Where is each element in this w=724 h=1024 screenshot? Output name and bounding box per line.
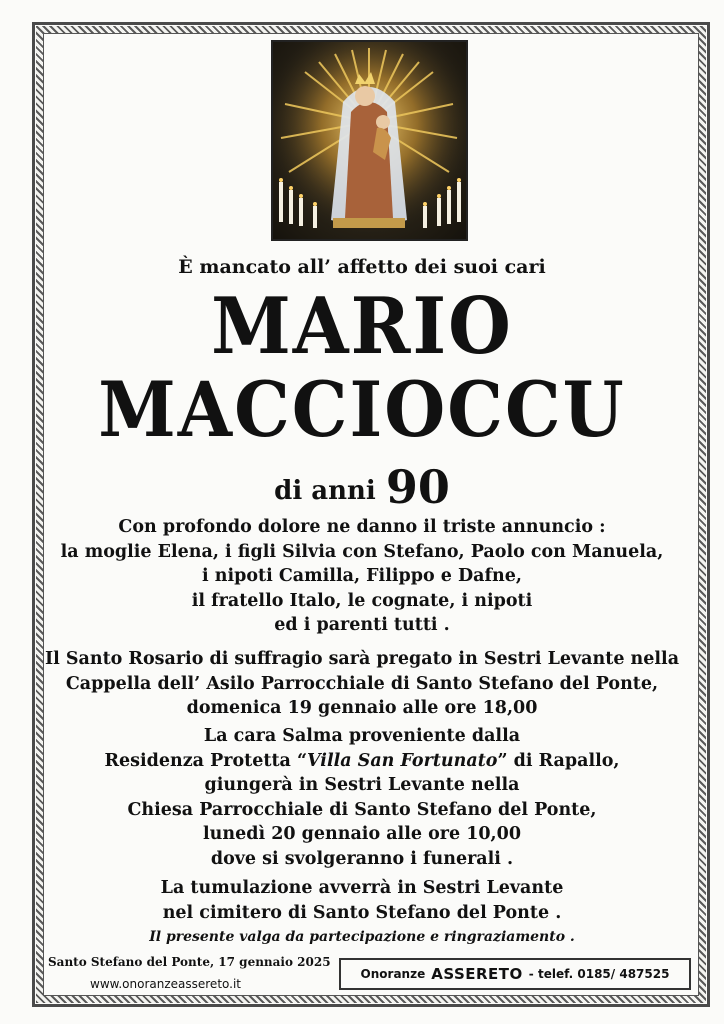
burial-line: nel cimitero di Santo Stefano del Ponte . <box>162 902 562 923</box>
rosary-line: Il Santo Rosario di suffragio sarà pregato in Sestri Levante nella <box>44 649 680 669</box>
announcement-line: i nipoti Camilla, Filippo e Dafne, <box>202 566 522 586</box>
intro-text: È mancato all’ affetto dei suoi cari <box>178 256 546 278</box>
place-date: Santo Stefano del Ponte, 17 gennaio 2025 <box>48 955 331 969</box>
burial-line: La tumulazione avverrà in Sestri Levante <box>160 878 564 898</box>
burial-block <box>40 876 684 925</box>
madonna-statue-icon <box>271 40 468 241</box>
announcement-line: Con profondo dolore ne danno il triste annuncio : <box>118 517 606 537</box>
agency-box <box>339 958 691 990</box>
funeral-line: Chiesa Parrocchiale di Santo Stefano del Ponte, <box>127 799 597 820</box>
age-value: 90 <box>385 460 450 514</box>
announcement-line: il fratello Italo, le cognate, i nipoti <box>191 590 533 611</box>
residence-prefix: Residenza Protetta “ <box>104 750 308 771</box>
funeral-line: dove si svolgeranno i funerali . <box>210 848 514 869</box>
funeral-block <box>40 724 684 871</box>
announcement-block <box>40 515 684 638</box>
announcement-line: la moglie Elena, i figli Silvia con Stefano, Paolo con Manuela, <box>60 541 664 562</box>
rosary-block <box>40 647 684 721</box>
deceased-last-name: MACCIOCCU <box>98 364 626 455</box>
agency-prefix: Onoranze <box>360 967 426 981</box>
website-link[interactable]: www.onoranzeassereto.it <box>90 977 242 991</box>
agency-phone: - telef. 0185/ 487525 <box>528 967 670 981</box>
funeral-line: La cara Salma proveniente dalla <box>203 726 521 746</box>
deceased-first-name: MARIO <box>211 279 513 372</box>
funeral-line: lunedì 20 gennaio alle ore 10,00 <box>203 824 521 844</box>
rosary-line: domenica 19 gennaio alle ore 18,00 <box>186 698 538 718</box>
age-prefix: di anni <box>274 476 376 506</box>
announcement-line: ed i parenti tutti . <box>274 615 450 635</box>
funeral-line-residence <box>40 749 684 774</box>
residence-suffix: ” di Rapallo, <box>497 750 620 771</box>
closing-text: Il presente valga da partecipazione e ringraziamento . <box>149 929 575 945</box>
residence-name: Villa San Fortunato <box>307 750 498 771</box>
age-line <box>40 460 684 514</box>
funeral-line: giungerà in Sestri Levante nella <box>204 775 520 795</box>
rosary-line: Cappella dell’ Asilo Parrocchiale di Santo Stefano del Ponte, <box>65 673 659 694</box>
agency-name: ASSERETO <box>431 965 523 983</box>
